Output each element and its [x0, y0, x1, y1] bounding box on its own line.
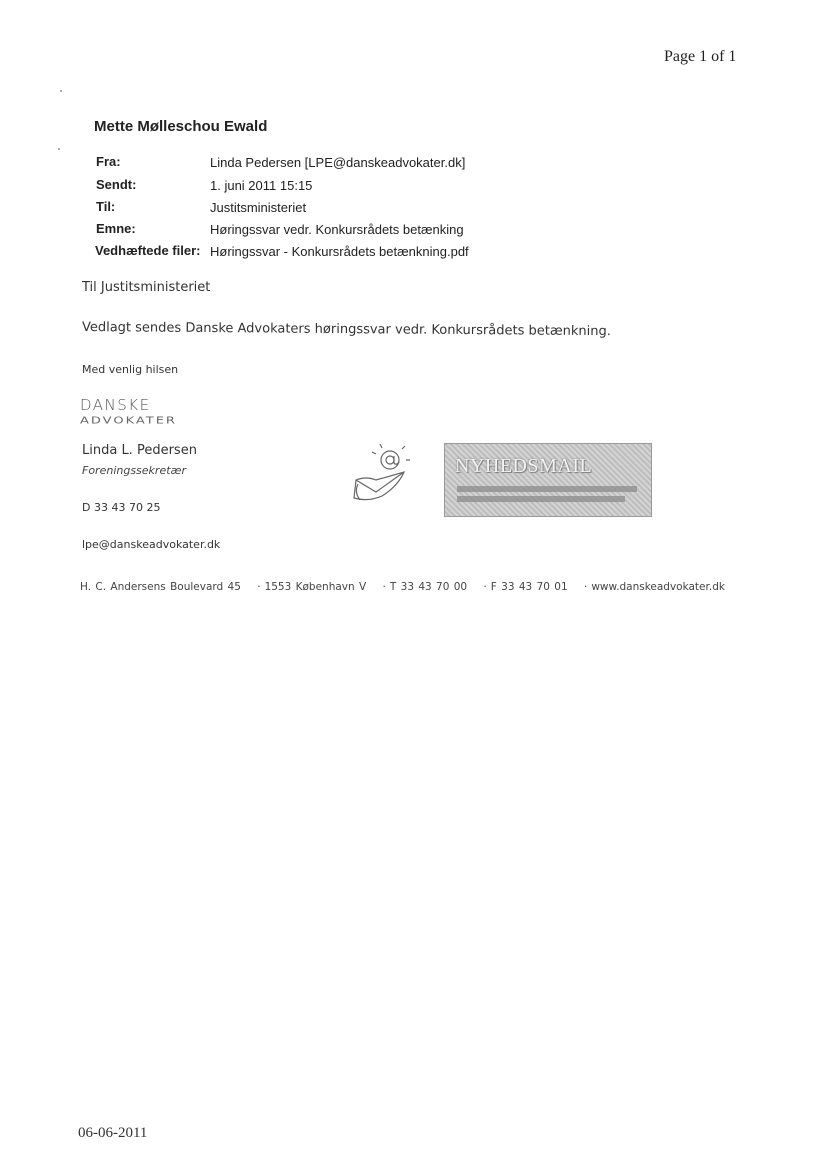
attachments-label: Vedhæftede filer: [95, 243, 201, 258]
address-city: 1553 København V [264, 581, 367, 593]
signature-phone: D 33 43 70 25 [82, 501, 161, 514]
danske-advokater-logo [80, 398, 177, 429]
separator-dot: · [382, 581, 386, 593]
scan-speck [60, 90, 62, 92]
scan-speck [58, 148, 60, 150]
logo-line-1: DANSKE [80, 396, 151, 414]
separator-dot: · [257, 581, 261, 593]
address-street: H. C. Andersens Boulevard 45 [80, 581, 241, 593]
sent-label: Sendt: [96, 177, 137, 192]
footer-date: 06-06-2011 [78, 1125, 148, 1141]
from-value: Linda Pedersen [LPE@danskeadvokater.dk] [210, 155, 466, 170]
from-label: Fra: [96, 154, 121, 169]
subject-label: Emne: [96, 221, 136, 236]
logo-line-2: ADVOKATER [80, 415, 177, 427]
to-value: Justitsministeriet [210, 200, 307, 215]
message-text: Vedlagt sendes Danske Advokaters høringssvar vedr. Konkursrådets betænkning. [81, 320, 611, 340]
to-label: Til: [96, 199, 116, 214]
at-sign-mail-icon [346, 440, 418, 512]
attachments-value: Høringssvar - Konkursrådets betænkning.pdf [210, 244, 469, 259]
newsletter-title: NYHEDSMAIL [455, 455, 593, 477]
newsletter-banner[interactable] [444, 443, 652, 517]
signature-email: lpe@danskeadvokater.dk [82, 538, 221, 551]
signature-name: Linda L. Pedersen [82, 443, 197, 458]
newsletter-band-1 [457, 486, 637, 492]
sent-value: 1. juni 2011 15:15 [210, 178, 313, 193]
newsletter-band-2 [457, 496, 625, 502]
address-line [80, 581, 729, 593]
separator-dot: · [583, 581, 588, 593]
closing-text: Med venlig hilsen [82, 363, 179, 376]
address-phone: T 33 43 70 00 [389, 581, 468, 593]
subject-value: Høringssvar vedr. Konkursrådets betænking [210, 222, 464, 237]
separator-dot: · [483, 581, 487, 593]
greeting-text: Til Justitsministeriet [82, 280, 211, 295]
page-number: Page 1 of 1 [664, 48, 737, 65]
address-web-link[interactable]: www.danskeadvokater.dk [591, 581, 725, 593]
signature-title: Foreningssekretær [82, 464, 187, 477]
sender-heading: Mette Mølleschou Ewald [94, 118, 268, 135]
address-fax: F 33 43 70 01 [490, 581, 568, 593]
